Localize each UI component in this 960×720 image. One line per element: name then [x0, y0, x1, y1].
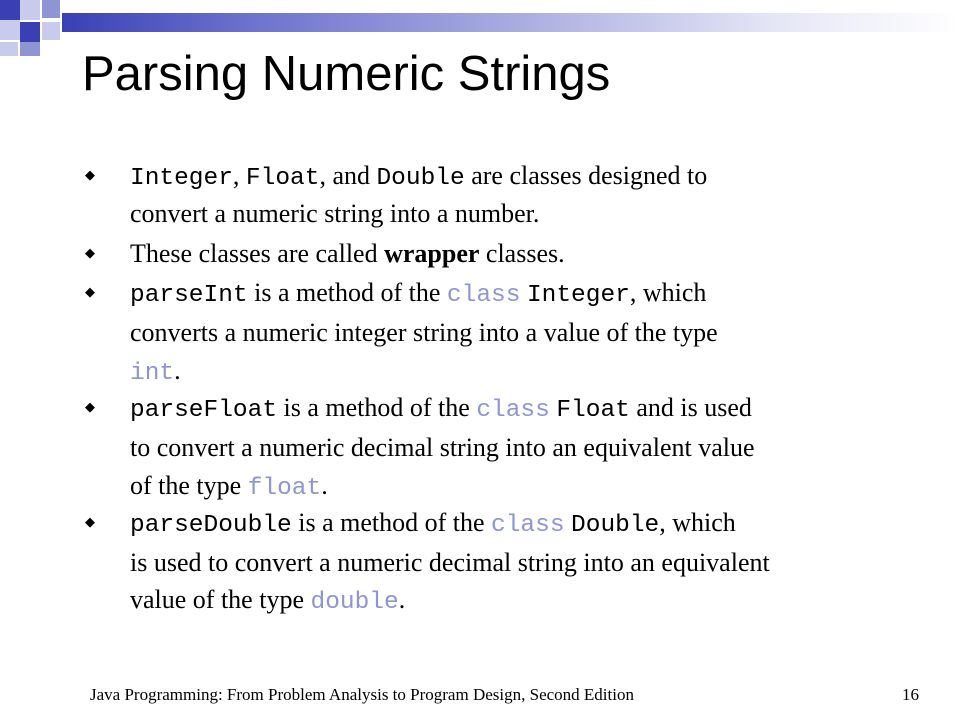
bullet-text: and is used: [629, 393, 752, 422]
bullet-line: [130, 238, 565, 270]
code-text: Float: [556, 397, 630, 424]
bullet-text: .: [398, 585, 406, 614]
keyword-text: class: [446, 282, 521, 309]
bullet-text: convert a numeric string into a number.: [130, 199, 540, 228]
bullet-text: These classes are called: [130, 239, 385, 268]
slide-title: Parsing Numeric Strings: [82, 47, 611, 101]
diamond-bullet-icon: ◆: [85, 168, 95, 183]
code-text: Float: [245, 165, 320, 192]
page-number: 16: [902, 685, 919, 704]
bullet-text: are classes designed to: [464, 161, 708, 190]
bullet-line: [130, 470, 328, 505]
code-text: parseInt: [130, 282, 248, 309]
bullet-text: to convert a numeric decimal string into an equivalent value: [130, 433, 755, 462]
keyword-text: class: [491, 512, 565, 539]
bullet-text: is a method of the: [247, 278, 447, 307]
bullet-text: , and: [319, 161, 377, 190]
keyword-text: int: [130, 360, 175, 387]
diamond-bullet-icon: ◆: [85, 515, 95, 530]
keyword-text: float: [247, 475, 322, 502]
bullet-text: is used to convert a numeric decimal string into an equivalent: [130, 548, 770, 577]
bullet-line: [130, 432, 755, 464]
bullet-text: wrapper: [384, 239, 480, 268]
bullet-line: [130, 277, 706, 312]
bullet-text: of the type: [130, 471, 248, 500]
bullet-text: .: [174, 356, 181, 385]
diamond-bullet-icon: ◆: [85, 285, 95, 300]
bullet-text: classes.: [479, 239, 565, 268]
bullet-line: [130, 507, 736, 542]
bullet-line: [130, 198, 539, 230]
diamond-bullet-icon: ◆: [85, 400, 95, 415]
bullet-line: [130, 547, 770, 579]
bullet-text: , which: [659, 508, 736, 537]
code-text: parseDouble: [130, 512, 292, 539]
diamond-bullet-icon: ◆: [85, 246, 95, 261]
bullet-text: is a method of the: [277, 393, 477, 422]
bullet-line: [130, 317, 718, 349]
bullet-text: is a method of the: [291, 508, 492, 537]
bullet-line: [130, 355, 181, 390]
bullet-line: [130, 584, 405, 619]
bullet-text: value of the type: [130, 585, 311, 614]
bullet-line: [130, 392, 752, 427]
code-text: parseFloat: [130, 397, 278, 424]
bullet-text: converts a numeric integer string into a value of the type: [130, 318, 718, 347]
keyword-text: class: [476, 397, 550, 424]
code-text: Double: [376, 165, 465, 192]
bullet-text: , which: [629, 278, 707, 307]
keyword-text: double: [310, 589, 399, 616]
bullet-text: ,: [232, 161, 246, 190]
code-text: Double: [571, 512, 660, 539]
code-text: Integer: [526, 282, 630, 309]
footer-text: Java Programming: From Problem Analysis to Program Design, Second Edition: [90, 685, 634, 704]
bullet-text: .: [321, 471, 328, 500]
bullet-line: [130, 160, 707, 195]
code-text: Integer: [130, 165, 233, 192]
